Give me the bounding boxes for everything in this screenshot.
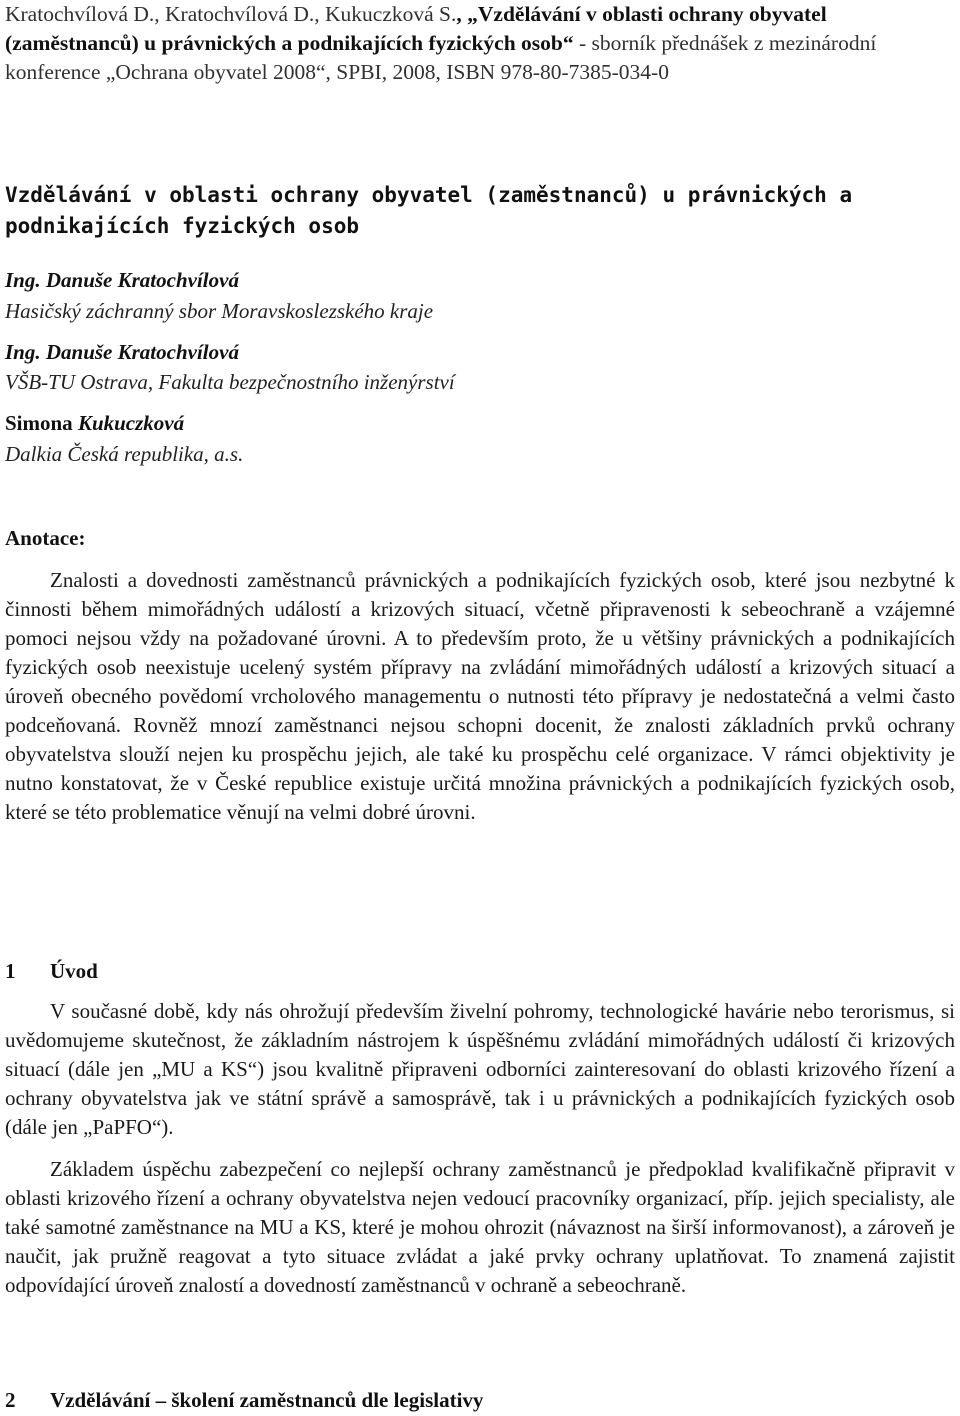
section-heading: 1 Úvod [5,959,98,983]
section-paragraph: V současné době, kdy nás ohrožují především živelní pohromy, technologické havárie nebo terorismus, si uvědomujeme skutečnost, že základním nástrojem k úspěšnému zvládání mimořádných událostí či krizových situací (dále jen „MU a KS“) jsou kvalitně připraveni odborníci zainteresovaní do oblasti krizového řízení a ochrany obyvatelstva jak ve státní správě a samosprávě, tak i u právnických a podnikajících fyzických osob (dále jen „PaPFO“). [5,999,955,1139]
section-heading: 2 Vzdělávání – školení zaměstnanců dle legislativy [5,1388,484,1412]
abstract-label: Anotace: [5,526,86,550]
citation-title: , „Vzdělávání v oblasti ochrany obyvatel (zaměstnanců) u právnických a podnikajících fyzických osob“ [5,2,827,55]
author-affiliation: VŠB-TU Ostrava, Fakulta bezpečnostního inženýrství [5,370,455,394]
author-affiliation: Dalkia Česká republika, a.s. [5,442,244,466]
author-name: Ing. Danuše Kratochvílová [5,268,239,292]
paper-title: Vzdělávání v oblasti ochrany obyvatel (zaměstnanců) u právnických a podnikajících fyzických osob [5,183,853,238]
section-paragraph: Základem úspěchu zabezpečení co nejlepší ochrany zaměstnanců je předpoklad kvalifikačně připravit v oblasti krizového řízení a ochrany obyvatelstva nejen vedoucí pracovníky organizací, příp. jejich specialisty, ale také samotné zaměstnance na MU a KS, které je mohou ohrozit (návaznost na širší informovanost), a zároveň je naučit, jak pružně reagovat a tyto situace zvládat a jaké prvky ochrany uplatňovat. To znamená zajistit odpovídající úroveň znalostí a dovedností zaměstnanců v ochraně a sebeochraně. [5,1157,955,1297]
citation-authors: Kratochvílová D., Kratochvílová D., Kukuczková S. [5,2,457,26]
abstract-text: Znalosti a dovednosti zaměstnanců právnických a podnikajících fyzických osob, které jsou nezbytné k činnosti během mimořádných událostí a krizových situací, včetně připravenosti k sebeochraně a vzájemné pomoci nejsou vždy na požadované úrovni. A to především proto, že u většiny právnických a podnikajících fyzických osob neexistuje ucelený systém přípravy na zvládání mimořádných událostí a krizových situací a úroveň obecného povědomí vrcholového managementu o nutnosti této přípravy je nedostatečná a velmi často podceňovaná. Rovněž mnozí zaměstnanci nejsou schopni docenit, že znalosti základních prvků ochrany obyvatelstva slouží nejen ku prospěchu jejich, ale také ku prospěchu celé organizace. V rámci objektivity je nutno konstatovat, že v České republice existuje určitá množina právnických a podnikajících fyzických osob, které se této problematice věnují na velmi dobré úrovni. [5,568,955,824]
author-affiliation: Hasičský záchranný sbor Moravskoslezského kraje [5,299,434,323]
author-name: Ing. Danuše Kratochvílová [5,340,239,364]
author-name: Simona Kukuczková [5,411,185,435]
citation-header [5,0,950,87]
citation-source: - sborník přednášek z mezinárodní konference „Ochrana obyvatel 2008“, SPBI, 2008, ISBN 978-80-7385-034-0 [5,31,877,84]
